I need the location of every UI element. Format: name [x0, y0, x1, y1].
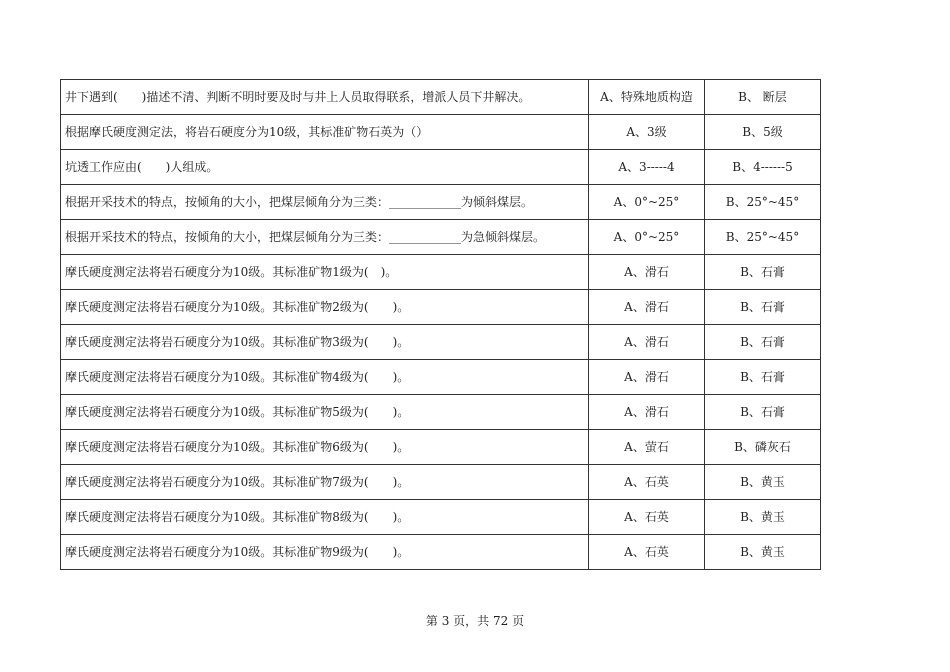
option-a-cell: A、0°~25°	[589, 220, 705, 255]
question-cell: 根据摩氏硬度测定法，将岩石硬度分为10级，其标准矿物石英为（）	[61, 115, 589, 150]
table-row	[61, 360, 821, 395]
question-cell: 摩氏硬度测定法将岩石硬度分为10级。其标准矿物7级为( )。	[61, 465, 589, 500]
option-a-cell: A、石英	[589, 535, 705, 570]
question-cell: 摩氏硬度测定法将岩石硬度分为10级。其标准矿物8级为( )。	[61, 500, 589, 535]
table-row	[61, 325, 821, 360]
question-cell: 井下遇到( )描述不清、判断不明时要及时与井上人员取得联系，增派人员下井解决。	[61, 80, 589, 115]
option-b-cell: B、25°~45°	[705, 220, 821, 255]
question-cell: 摩氏硬度测定法将岩石硬度分为10级。其标准矿物1级为( )。	[61, 255, 589, 290]
table-row	[61, 500, 821, 535]
option-b-cell: B、石膏	[705, 395, 821, 430]
option-a-cell: A、萤石	[589, 430, 705, 465]
option-a-cell: A、滑石	[589, 255, 705, 290]
page-footer: 第 3 页，共 72 页	[425, 614, 525, 628]
question-cell: 坑透工作应由( )人组成。	[61, 150, 589, 185]
table-row	[61, 185, 821, 220]
table-row	[61, 395, 821, 430]
question-cell: 摩氏硬度测定法将岩石硬度分为10级。其标准矿物9级为( )。	[61, 535, 589, 570]
question-cell: 摩氏硬度测定法将岩石硬度分为10级。其标准矿物3级为( )。	[61, 325, 589, 360]
option-b-cell: B、石膏	[705, 255, 821, 290]
option-b-cell: B、5级	[705, 115, 821, 150]
table-row	[61, 255, 821, 290]
option-a-cell: A、滑石	[589, 325, 705, 360]
option-a-cell: A、滑石	[589, 290, 705, 325]
option-a-cell: A、3-----4	[589, 150, 705, 185]
option-b-cell: B、黄玉	[705, 535, 821, 570]
option-b-cell: B、4------5	[705, 150, 821, 185]
table-row	[61, 465, 821, 500]
question-cell: 根据开采技术的特点，按倾角的大小，把煤层倾角分为三类：____________为急倾斜煤层。	[61, 220, 589, 255]
option-a-cell: A、特殊地质构造	[589, 80, 705, 115]
option-b-cell: B、黄玉	[705, 500, 821, 535]
option-b-cell: B、 断层	[705, 80, 821, 115]
option-a-cell: A、石英	[589, 500, 705, 535]
table-row	[61, 430, 821, 465]
option-a-cell: A、0°~25°	[589, 185, 705, 220]
option-b-cell: B、黄玉	[705, 465, 821, 500]
table-row	[61, 150, 821, 185]
option-b-cell: B、石膏	[705, 290, 821, 325]
option-b-cell: B、25°~45°	[705, 185, 821, 220]
question-cell: 摩氏硬度测定法将岩石硬度分为10级。其标准矿物4级为( )。	[61, 360, 589, 395]
question-cell: 根据开采技术的特点，按倾角的大小，把煤层倾角分为三类：____________为倾斜煤层。	[61, 185, 589, 220]
table-row	[61, 80, 821, 115]
option-b-cell: B、磷灰石	[705, 430, 821, 465]
option-b-cell: B、石膏	[705, 325, 821, 360]
option-a-cell: A、石英	[589, 465, 705, 500]
table-row	[61, 290, 821, 325]
table-row	[61, 220, 821, 255]
question-cell: 摩氏硬度测定法将岩石硬度分为10级。其标准矿物6级为( )。	[61, 430, 589, 465]
option-a-cell: A、3级	[589, 115, 705, 150]
option-a-cell: A、滑石	[589, 360, 705, 395]
question-table	[60, 79, 821, 570]
question-table-body	[61, 80, 821, 570]
question-cell: 摩氏硬度测定法将岩石硬度分为10级。其标准矿物5级为( )。	[61, 395, 589, 430]
option-b-cell: B、石膏	[705, 360, 821, 395]
option-a-cell: A、滑石	[589, 395, 705, 430]
table-row	[61, 115, 821, 150]
table-row	[61, 535, 821, 570]
question-cell: 摩氏硬度测定法将岩石硬度分为10级。其标准矿物2级为( )。	[61, 290, 589, 325]
